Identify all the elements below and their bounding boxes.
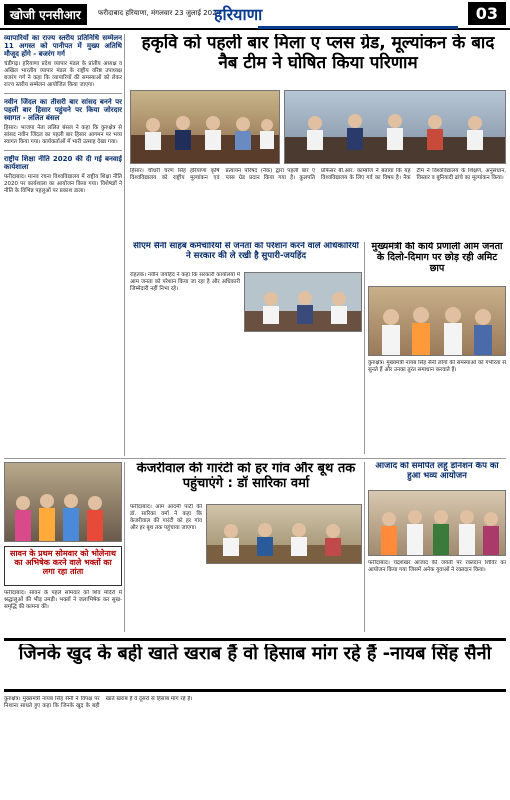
column-rule: [124, 462, 125, 632]
lead-photo: [130, 90, 280, 164]
story-headline: व्यापारियों का राज्य स्तरीय प्रतिनिधि सम्मेलन 11 अगस्त को पानीपत में मुख्य अतिथि मौजूद होंगे - बजरंग गर्ग: [4, 34, 122, 59]
divider: [4, 93, 122, 94]
story-headline: नवीन जिंदल का तीसरी बार सांसद बनने पर पहली बार हिसार पहुंचने पर किया जोरदार स्वागत - ललित बंसल: [4, 98, 122, 123]
group-photo-icon: [369, 287, 506, 356]
kejriwal-headline: केजरीवाल की गारंटी को हर गांव और बूथ तक पहुंचाएंगे : डॉ सारिका वर्मा: [136, 462, 356, 491]
azad-photo: [368, 490, 506, 556]
ceo-body: रोहतक। नवीन जयहिंद ने कहा कि सरकारी कार्यालयों में आम जनता को परेशान किया जा रहा है और अधिकारी जिम्मेदारी नहीं निभा रहे।: [130, 272, 240, 292]
dateline: फरीदाबाद हरियाणा, मंगलवार 23 जुलाई 2024: [98, 9, 221, 17]
kejriwal-body-cont: [206, 568, 362, 632]
story-body: चंडीगढ़। हरियाणा प्रदेश व्यापार मंडल के प्रांतीय अध्यक्ष व अखिल भारतीय व्यापार मंडल के राष्ट्रीय वरिष्ठ उपाध्यक्ष बजरंग गर्ग ने कहा कि व्यापारियों की समस्याओं को लेकर राज्य स्तरीय सम्मेलन आयोजित किया जाएगा।: [4, 61, 122, 89]
brand-logo: खोजी एनसीआर: [4, 4, 87, 25]
saini-body: कुरुक्षेत्र। मुख्यमंत्री नायब सिंह सैनी ने विपक्ष पर निशाना साधते हुए कहा कि जिनके खुद के बही खाते खराब हैं वे दूसरों से हिसाब मांग रहे हैं।: [4, 696, 193, 709]
page-number: 03: [468, 2, 506, 25]
sawan-headline-box: [4, 546, 122, 586]
cm-body: कुरुक्षेत्र। मुख्यमंत्री नायब सिंह सैनी लोगों की समस्याओं को गंभीरता से सुनते हैं और उनका तुरंत समाधान करवाते हैं।: [368, 360, 506, 373]
ceo-headline: सीएम सैनी साहब कर्मचारियों से जनता को परेशान करने वाले अधिकारियों ने सरकार की ले रखी है सुपारी-जयहिंद: [133, 242, 359, 261]
left-column: [4, 34, 122, 456]
temple-crowd-photo-icon: [5, 463, 122, 542]
saini-banner: [4, 638, 506, 692]
divider: [4, 150, 122, 151]
ceo-body-cont: [244, 336, 362, 454]
column-rule: [124, 34, 125, 456]
sawan-body: फरीदाबाद। सावन के पहले सोमवार को शिव मंदिरों में श्रद्धालुओं की भीड़ उमड़ी। भक्तों ने जलाभिषेक कर सुख-समृद्धि की कामना की।: [4, 590, 122, 610]
story-body: हिसार। भाजपा नेता ललित बंसल ने कहा कि कुरुक्षेत्र से सांसद नवीन जिंदल का पहली बार हिसार आगमन पर भव्य स्वागत किया गया। कार्यकर्ताओं में भारी उत्साह देखा गया।: [4, 125, 122, 146]
section-underline: [258, 26, 458, 29]
office-photo-icon: [245, 273, 362, 332]
column-rule: [364, 242, 365, 454]
lead-body: हिसार। चौधरी चरण सिंह हरियाणा कृषि विश्वविद्यालय को राष्ट्रीय मूल्यांकन एवं प्रत्यायन परिषद (नैक) द्वारा पहली बार ए प्लस ग्रेड प्रदान किया गया है। कुलपति प्रोफेसर बी.आर. काम्बोज ने बताया कि यह विश्वविद्यालय के लिए गर्व का विषय है। नैक टीम ने विश्वविद्यालय के शिक्षण, अनुसंधान, विस्तार व बुनियादी ढांचे का मूल्यांकन किया।: [130, 168, 506, 181]
saini-headline: जिनके खुद के बही खाते खराब हैं वो हिसाब मांग रहे हैं -नायब सिंह सैनी: [18, 644, 492, 664]
section-rule: [4, 458, 506, 459]
blood-donation-photo-icon: [369, 491, 506, 556]
ceo-photo: [244, 272, 362, 332]
story-headline: राष्ट्रीय शिक्षा नीति 2020 की दी गई बनवाई कार्यशाला: [4, 155, 122, 172]
sawan-photo: [4, 462, 122, 542]
lead-photo-2: [284, 90, 506, 164]
story-body: फरीदाबाद। मानव रचना विश्वविद्यालय में राष्ट्रीय शिक्षा नीति 2020 पर कार्यशाला का आयोजन किया गया। विशेषज्ञों ने नीति के विभिन्न पहलुओं पर प्रकाश डाला।: [4, 174, 122, 195]
kejriwal-body: फरीदाबाद। आम आदमी पार्टी की डॉ. सारिका वर्मा ने कहा कि केजरीवाल की गारंटी को हर गांव और हर बूथ तक पहुंचाया जाएगा।: [130, 504, 202, 531]
meeting-photo-icon: [207, 505, 362, 564]
meeting-photo-icon: [131, 91, 280, 164]
lead-headline: हकृवि को पहली बार मिला ए प्लस ग्रेड, मूल्यांकन के बाद नैब टीम ने घोषित किया परिणाम: [141, 34, 495, 73]
masthead: [0, 0, 510, 30]
cm-photo: [368, 286, 506, 356]
azad-body: फरीदाबाद। चंद्रशेखर आजाद की जयंती पर रक्तदान शिविर का आयोजन किया गया जिसमें अनेक युवाओं ने रक्तदान किया।: [368, 560, 506, 573]
azad-headline: आजाद को समर्पित लहू डोनेशन कैंप का हुआ भव्य आयोजन: [375, 462, 499, 481]
press-conference-icon: [285, 91, 506, 164]
cm-headline: मुख्यमंत्री की कार्य प्रणाली आम जनता के दिलो-दिमाग पर छोड़ रही अमिट छाप: [371, 242, 503, 274]
section-title: हरियाणा: [214, 5, 263, 24]
column-rule: [364, 462, 365, 632]
sawan-headline: सावन के प्रथम सोमवार को भोलेनाथ का अभिषेक करने वाले भक्तों का लगा रहा तांता: [10, 549, 116, 577]
kejriwal-photo: [206, 504, 362, 564]
